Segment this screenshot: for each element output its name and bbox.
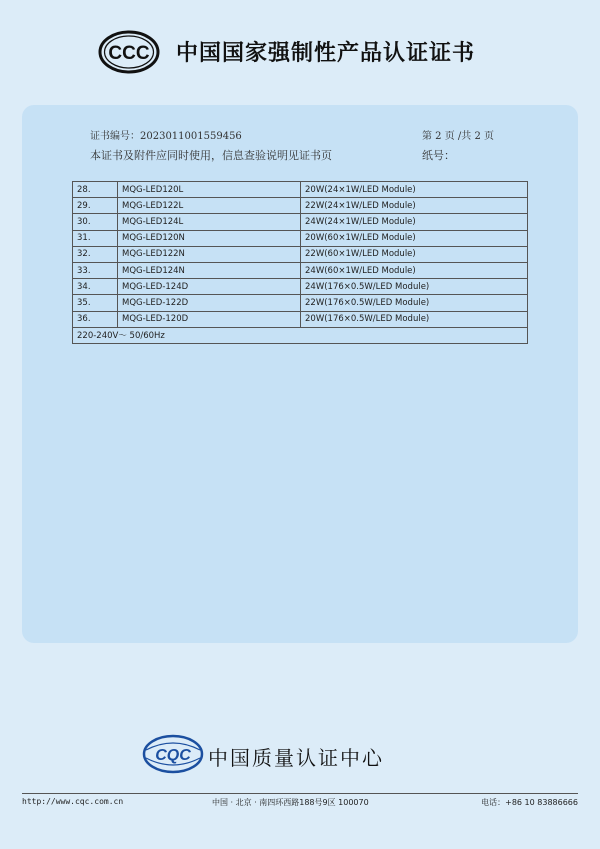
row-number: 35.	[73, 295, 118, 311]
power-spec: 22W(60×1W/LED Module)	[301, 246, 528, 262]
usage-notice: 本证书及附件应同时使用，信息查验说明见证书页	[90, 149, 332, 162]
power-spec: 20W(176×0.5W/LED Module)	[301, 311, 528, 327]
table-row	[73, 182, 528, 198]
telephone: 电话：+86 10 83886666	[481, 798, 578, 807]
table-row	[73, 279, 528, 295]
address: 中国 · 北京 · 南四环西路188号9区 100070	[212, 798, 369, 807]
certificate-title: 中国国家强制性产品认证证书	[176, 41, 476, 66]
power-spec: 20W(60×1W/LED Module)	[301, 230, 528, 246]
model-name: MQG-LED-122D	[118, 295, 301, 311]
paper-number-label: 纸号：	[422, 149, 455, 162]
model-name: MQG-LED-124D	[118, 279, 301, 295]
model-name: MQG-LED124N	[118, 262, 301, 278]
model-table	[72, 181, 528, 344]
power-spec: 24W(176×0.5W/LED Module)	[301, 279, 528, 295]
row-number: 32.	[73, 246, 118, 262]
table-row	[73, 214, 528, 230]
table-row	[73, 198, 528, 214]
table-row	[73, 311, 528, 327]
row-number: 34.	[73, 279, 118, 295]
model-name: MQG-LED122L	[118, 198, 301, 214]
certificate-header	[0, 0, 600, 100]
row-number: 28.	[73, 182, 118, 198]
row-number: 29.	[73, 198, 118, 214]
cqc-logo	[142, 734, 204, 774]
row-number: 36.	[73, 311, 118, 327]
table-row	[73, 295, 528, 311]
power-spec: 24W(24×1W/LED Module)	[301, 214, 528, 230]
voltage-rating: 220-240V～ 50/60Hz	[73, 327, 528, 343]
organization-name: 中国质量认证中心	[208, 746, 384, 770]
model-name: MQG-LED122N	[118, 246, 301, 262]
row-number: 31.	[73, 230, 118, 246]
row-number: 30.	[73, 214, 118, 230]
power-spec: 22W(176×0.5W/LED Module)	[301, 295, 528, 311]
svg-text:CQC: CQC	[155, 747, 191, 764]
certificate-number: 证书编号：2023011001559456	[90, 131, 242, 142]
footer-divider	[22, 793, 578, 794]
power-spec: 22W(24×1W/LED Module)	[301, 198, 528, 214]
model-name: MQG-LED124L	[118, 214, 301, 230]
page-indicator: 第 2 页 /共 2 页	[422, 131, 494, 142]
website-link[interactable]: http://www.cqc.com.cn	[22, 797, 124, 806]
model-name: MQG-LED120L	[118, 182, 301, 198]
table-row	[73, 262, 528, 278]
power-spec: 24W(60×1W/LED Module)	[301, 262, 528, 278]
certificate-body	[22, 105, 578, 643]
svg-text:CCC: CCC	[108, 43, 150, 64]
table-row	[73, 230, 528, 246]
model-name: MQG-LED-120D	[118, 311, 301, 327]
power-spec: 20W(24×1W/LED Module)	[301, 182, 528, 198]
table-footer-row	[73, 327, 528, 343]
model-name: MQG-LED120N	[118, 230, 301, 246]
ccc-logo	[98, 30, 160, 74]
row-number: 33.	[73, 262, 118, 278]
table-row	[73, 246, 528, 262]
